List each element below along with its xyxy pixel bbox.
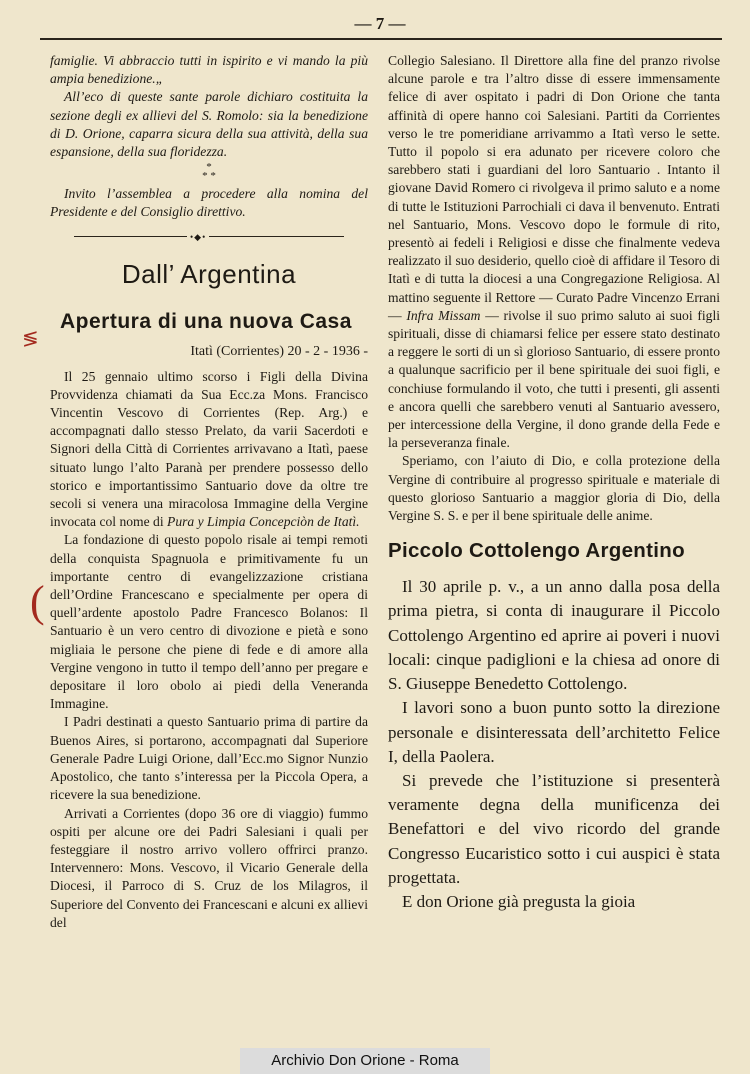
paragraph: Si prevede che l’istituzione si presenterà veramente degna della munificenza dei Benefattori e del vivo ricordo del grande Congresso Eucaristico sotto i cui auspici è stata progettata.	[388, 770, 720, 887]
intro-text: famiglie. Vi abbraccio tutti in ispirito e vi mando la più ampia benedizione.„	[50, 53, 368, 87]
article-title: Piccolo Cottolengo Argentino	[388, 539, 685, 563]
archive-footer: Archivio Don Orione - Roma	[240, 1048, 490, 1074]
article-title: Apertura di una nuova Casa	[60, 309, 352, 333]
left-column	[50, 52, 368, 932]
ornament-divider	[74, 231, 344, 242]
right-column	[388, 52, 720, 914]
header-rule	[40, 38, 722, 40]
page-number: — 7 —	[354, 14, 406, 33]
intro-text: All’eco di queste sante parole dichiaro costituita la sezione degli ex allievi del S. Romolo: sia la benedizione di D. Orione, caparra sicura della sua attività, della sua espansione, della sua floridezza.	[50, 89, 368, 160]
asterism: * * *	[202, 161, 216, 183]
paragraph: Il 25 gennaio ultimo scorso i Figli della Divina Provvidenza chiamati da Sua Ecc.za Mons. Francisco Vincentin Vescovo di Corrientes (Rep. Arg.) e accompagnati dallo stesso Prelato, da varii Sacerdoti e Signori della Città di Corrientes arrivavano a Itatì, paese situato lungo l’alto Paranà per prendere possesso dello storico e importantissimo Santuario dove da oltre tre secoli si venera una miracolosa Immagine della Vergine invocata col nome di Pura y Limpia Concepciòn de Itatì.	[50, 368, 368, 530]
paragraph: I Padri destinati a questo Santuario prima di partire da Buenos Aires, si portarono, accompagnati dal Superiore Generale Padre Luigi Orione, dall’Ecc.mo Signor Nunzio Apostolico, che tanto s’interessa per la Piccola Opera, a ricevere la sua benedizione.	[50, 714, 368, 803]
paragraph: Arrivati a Corrientes (dopo 36 ore di viaggio) fummo ospiti per alcune ore dei Padri Salesiani i quali per festeggiare il nostro arrivo vollero offrirci pranzo. Intervennero: Mons. Vescovo, il Vicario Generale della Diocesi, il Parroco di S. Cruz de los Milagros, il Superiore del Convento dei Francescani e alcuni ex allievi del	[50, 805, 368, 930]
section-title: Dall’ Argentina	[121, 258, 297, 289]
margin-bracket-mark: (	[30, 577, 45, 626]
paragraph: Collegio Salesiano. Il Direttore alla fine del pranzo rivolse alcune parole e tra l’altro disse di essere immensamente felice di aver ospitato i padri di Don Orione che tanta affinità di opere hanno coi Salesiani. Partiti da Corrientes verso le tre pomeridiane arrivammo a Itatì verso le sette. Tutto il popolo si era adunato per ricevere coloro che sarebbero stati i guardiani del loro Santuario . Intanto il giovane David Romero ci rivolgeva il primo saluto e a nome di tutte le Istituzioni Parrochiali ci dava il benvenuto. Entrati nel Santuario, Mons. Vescovo dopo le formule di rito, presentò ai fedeli i Religiosi e disse che finalmente vedeva realizzato il suo desiderio, quello cioè di affidare il Tesoro di Itatì e di tutta la diocesi a una Congregazione Religiosa. Al mattino seguente il Rettore — Curato Padre Vincenzo Errani — Infra Missam — rivolse il suo primo saluto ai suoi figli spirituali, disse di chiamarsi felice per essere stato destinato a reggere le sorti di un sì glorioso Santuario, di essere pronto a qualunque sacrificio per il bene spirituale dei suoi figli, e conchiuse formulando il voto, che tutti i presenti, gli assenti e ancora quelli che sarebbero venuti al Santuario avessero, per intercessione della Vergine, il dono grande della Fede e la perseveranza finale.	[388, 53, 720, 451]
paragraph: E don Orione già pregusta la gioia	[402, 891, 636, 911]
paragraph: I lavori sono a buon punto sotto la direzione personale e disinteressata dell’architetto Felice I, della Paolera.	[388, 698, 720, 766]
margin-annotation-mark: ≶	[22, 328, 39, 350]
ornament-icon: •◆•	[187, 232, 209, 243]
paragraph: La fondazione di questo popolo risale ai tempi remoti della conquista Spagnuola e primitivamente fu un importante centro di evangelizzazione cristiana dell’Ordine Francescano e specialmente per opera di quell’ardente apostolo Padre Francesco Bolanos: Il Santuario è un vero centro di divozione e pietà e sono migliaia le persone che piene di fede e di amore alla Vergine vengono in tutto il tempo dell’anno per pregare e depositare il loro obolo ai piedi della Veneranda Immagine.	[50, 532, 368, 712]
invito-text: Invito l’assemblea a procedere alla nomina del Presidente e del Consiglio direttivo.	[50, 186, 368, 220]
dateline: Itatì (Corrientes) 20 - 2 - 1936 -	[190, 343, 368, 359]
paragraph: Il 30 aprile p. v., a un anno dalla posa della prima pietra, si conta di inaugurare il Piccolo Cottolengo Argentino ed aprire ai poveri i nuovi locali: cinque padiglioni e la chiesa ad onore di S. Giuseppe Benedetto Cottolengo.	[388, 577, 720, 694]
paragraph: Speriamo, con l’aiuto di Dio, e colla protezione della Vergine di contribuire al progresso spirituale e materiale di questo glorioso Santuario a maggior gloria di Dio, della Vergine S. S. e per il bene spirituale delle anime.	[388, 453, 720, 524]
